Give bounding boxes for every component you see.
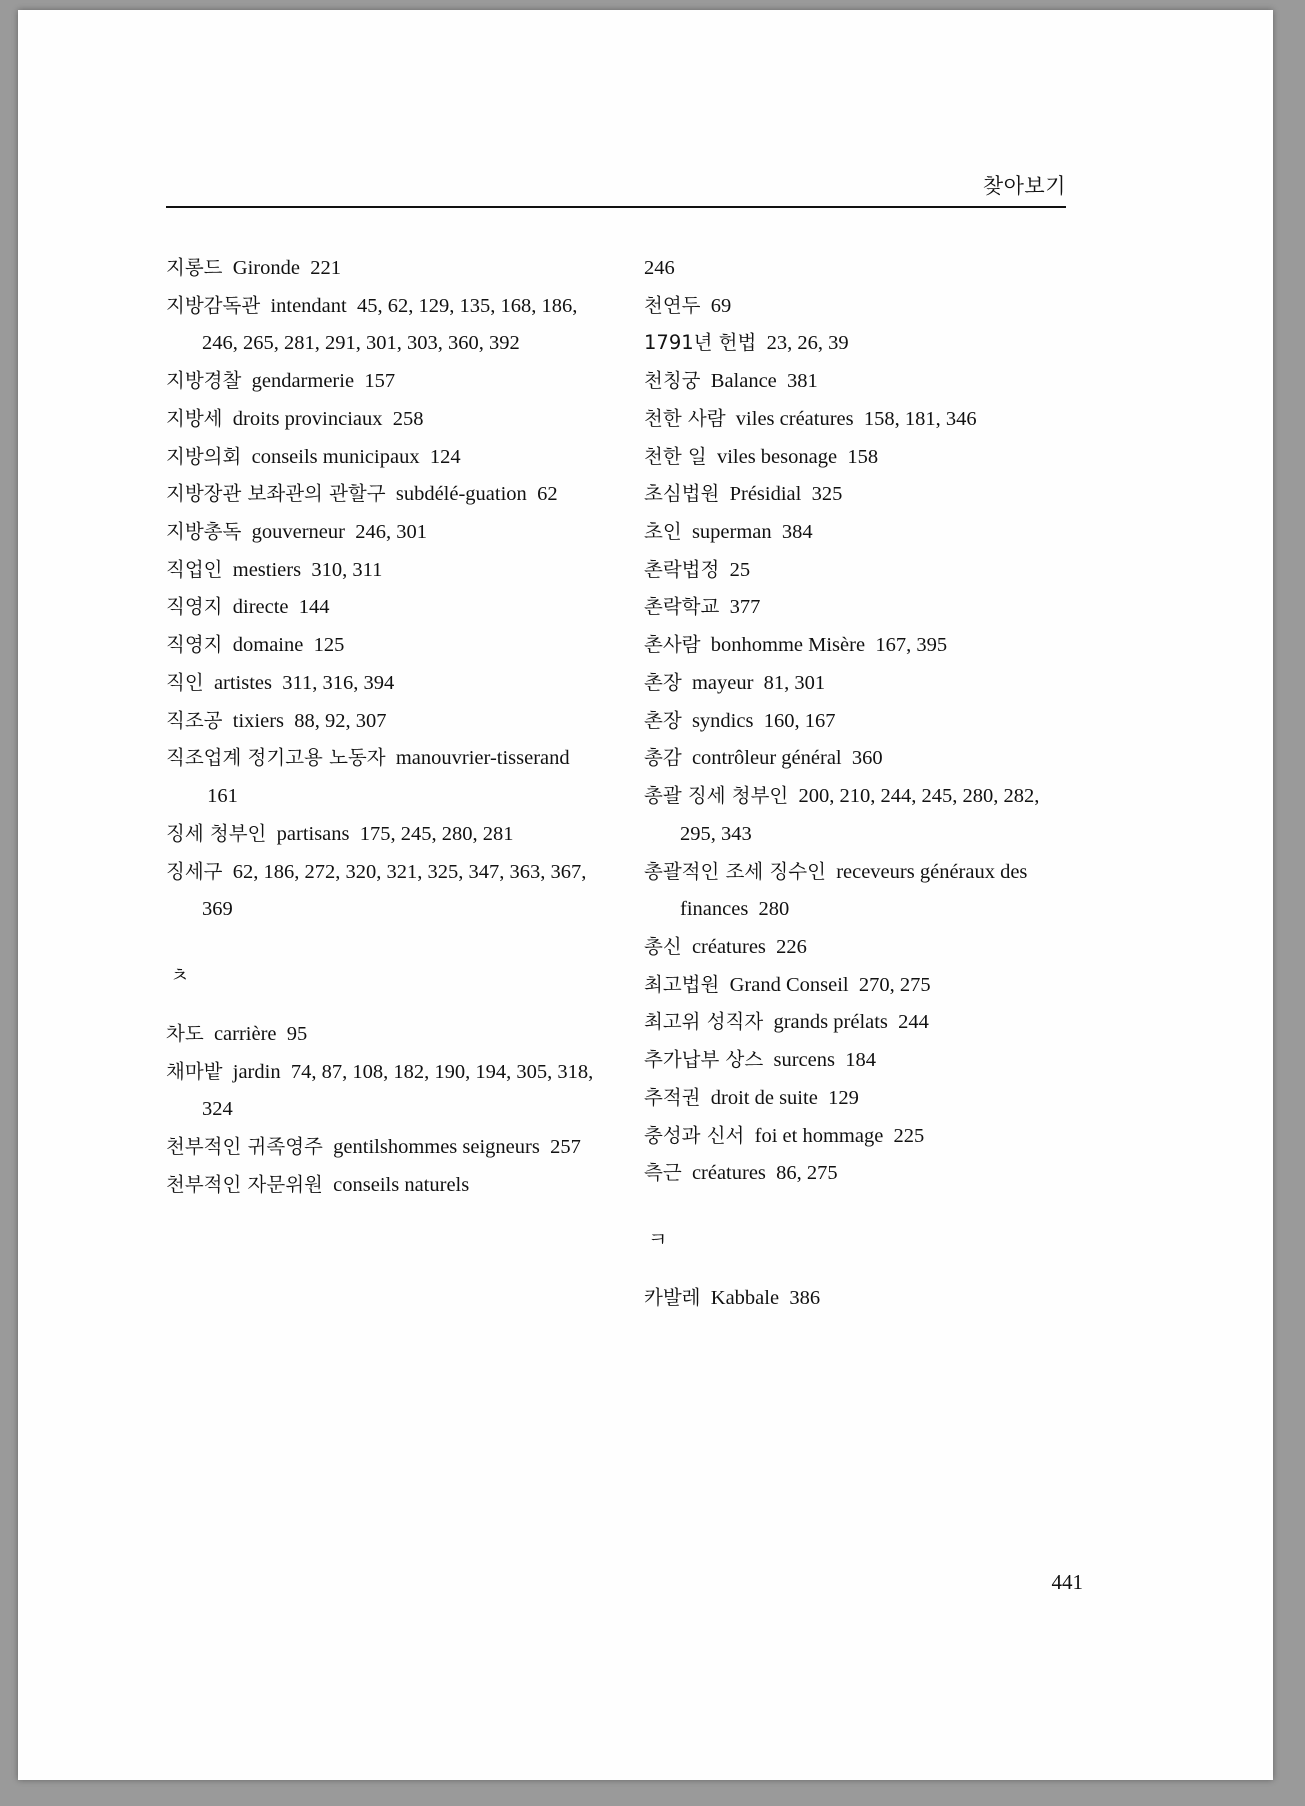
entry-term-fr: viles créatures <box>735 407 854 430</box>
index-entry <box>644 778 1076 853</box>
entry-term-fr: gouverneur <box>251 521 345 544</box>
entry-list-right <box>644 250 1076 1193</box>
entry-page-numbers: 311, 316, 394 <box>282 671 395 694</box>
entry-term-ko: 충성과 신서 <box>644 1123 745 1147</box>
entry-page-numbers: 125 <box>313 634 345 657</box>
entry-term-fr: foi et hommage <box>754 1124 884 1147</box>
entry-term-ko: 천한 일 <box>644 444 707 468</box>
entry-page-numbers: 246, 301 <box>355 521 427 544</box>
index-entry <box>644 325 1076 363</box>
entry-term-fr: partisans <box>276 822 350 845</box>
entry-term-ko: 천부적인 자문위원 <box>166 1172 323 1196</box>
entry-page-numbers: 221 <box>310 257 341 279</box>
index-entry <box>644 740 1076 778</box>
index-entry <box>644 514 1076 552</box>
index-entry <box>644 589 1076 627</box>
entry-term-ko: 차도 <box>166 1021 204 1045</box>
entry-term-fr: conseils municipaux <box>251 445 420 468</box>
header-rule <box>166 206 1066 208</box>
entry-term-ko: 촌장 <box>644 670 682 694</box>
entry-page-numbers: 184 <box>845 1049 876 1072</box>
index-entry <box>166 476 598 514</box>
entry-page-numbers: 129 <box>828 1086 859 1109</box>
entry-term-fr: droit de suite <box>710 1086 818 1109</box>
entry-page-numbers: 124 <box>429 445 461 468</box>
entry-term-fr: receveurs généraux des finances <box>680 860 1028 921</box>
entry-term-ko: 총괄 징세 청부인 <box>644 784 789 808</box>
entry-term-ko: 초인 <box>644 520 682 544</box>
entry-page-numbers: 386 <box>789 1286 821 1309</box>
entry-term-ko: 촌사람 <box>644 633 701 657</box>
entry-term-ko: 직영지 <box>166 633 223 657</box>
entry-page-numbers: 325 <box>811 483 843 506</box>
entry-list-left <box>166 250 598 929</box>
index-entry <box>644 288 1076 326</box>
entry-page-numbers: 200, 210, 244, 245, 280, 282, 295, 343 <box>680 785 1040 845</box>
index-entry <box>644 250 1076 288</box>
entry-page-numbers: 377 <box>729 596 761 619</box>
entry-term-fr: créatures <box>691 935 766 958</box>
entry-term-fr: syndics <box>691 709 754 732</box>
index-entry <box>644 363 1076 401</box>
entry-page-numbers: 160, 167 <box>763 709 836 732</box>
index-entry <box>166 439 598 477</box>
entry-term-ko: 지방세 <box>166 406 223 430</box>
index-entry <box>166 665 598 703</box>
index-entry <box>166 703 598 741</box>
entry-page-numbers: 25 <box>729 558 751 581</box>
entry-term-fr: mestiers <box>232 558 302 581</box>
entry-term-ko: 천칭궁 <box>644 369 701 393</box>
entry-term-fr: droits provinciaux <box>232 407 383 430</box>
entry-term-ko: 징세구 <box>166 859 223 883</box>
entry-page-numbers: 167, 395 <box>875 634 948 657</box>
index-entry <box>166 401 598 439</box>
index-entry <box>166 250 598 288</box>
entry-page-numbers: 161 <box>207 785 238 808</box>
entry-term-fr: jardin <box>232 1060 281 1083</box>
entry-page-numbers: 310, 311 <box>311 558 383 581</box>
entry-page-numbers: 226 <box>776 935 807 958</box>
index-entry <box>644 854 1076 929</box>
entry-term-fr: Balance <box>710 370 777 393</box>
entry-page-numbers: 257 <box>550 1136 581 1159</box>
index-entry <box>166 514 598 552</box>
entry-term-fr: intendant <box>270 294 347 317</box>
entry-term-fr: contrôleur général <box>691 747 842 770</box>
entry-term-fr: Kabbale <box>710 1286 780 1309</box>
entry-term-ko: 1791년 헌법 <box>644 331 757 355</box>
index-entry <box>166 816 598 854</box>
entry-term-ko: 채마밭 <box>166 1059 223 1083</box>
entry-term-ko: 초심법원 <box>644 482 720 506</box>
entry-page-numbers: 158, 181, 346 <box>863 407 977 430</box>
index-entry <box>644 929 1076 967</box>
index-entry <box>644 552 1076 590</box>
entry-term-ko: 천한 사람 <box>644 406 726 430</box>
index-entry <box>166 589 598 627</box>
index-entry <box>166 740 598 815</box>
entry-term-ko: 직업인 <box>166 557 223 581</box>
entry-term-ko: 직조공 <box>166 708 223 732</box>
entry-term-fr: superman <box>691 521 772 544</box>
entry-page-numbers: 225 <box>893 1124 925 1147</box>
index-entry <box>644 1155 1076 1193</box>
index-entry <box>644 665 1076 703</box>
entry-term-ko: 직영지 <box>166 595 223 619</box>
index-entry <box>644 1280 1076 1318</box>
entry-page-numbers: 157 <box>364 370 396 393</box>
index-entry <box>166 552 598 590</box>
entry-term-ko: 최고법원 <box>644 972 720 996</box>
entry-term-fr: artistes <box>213 671 273 694</box>
entry-term-fr: grands prélats <box>773 1011 888 1034</box>
entry-page-numbers: 88, 92, 307 <box>294 709 387 732</box>
entry-term-ko: 촌장 <box>644 708 682 732</box>
entry-term-fr: carrière <box>213 1022 277 1045</box>
entry-page-numbers: 384 <box>781 521 813 544</box>
entry-term-ko: 징세 청부인 <box>166 821 267 845</box>
entry-term-ko: 최고위 성직자 <box>644 1010 764 1034</box>
entry-term-ko: 지방의회 <box>166 444 242 468</box>
entry-term-ko: 천연두 <box>644 293 701 317</box>
entry-page-numbers: 381 <box>787 370 818 393</box>
entry-term-ko: 총괄적인 조세 징수인 <box>644 859 826 883</box>
entry-term-fr: conseils naturels <box>333 1173 470 1196</box>
entry-term-ko: 추적권 <box>644 1085 701 1109</box>
entry-page-numbers: 360 <box>851 747 883 770</box>
entry-page-numbers: 244 <box>898 1011 929 1034</box>
entry-page-numbers: 23, 26, 39 <box>766 332 849 355</box>
index-entry <box>166 627 598 665</box>
entry-term-ko: 총감 <box>644 746 682 770</box>
entry-page-numbers: 81, 301 <box>763 671 826 694</box>
entry-term-ko: 카발레 <box>644 1285 701 1309</box>
page-sheet <box>18 10 1273 1780</box>
entry-page-numbers: 69 <box>710 294 732 317</box>
entry-page-numbers: 175, 245, 280, 281 <box>359 822 514 845</box>
entry-term-fr: manouvrier-tisserand <box>395 747 570 770</box>
entry-term-ko: 측근 <box>644 1161 682 1185</box>
entry-term-fr: créatures <box>691 1162 766 1185</box>
entry-term-fr: Gironde <box>232 257 300 279</box>
entry-term-ko: 지방장관 보좌관의 관할구 <box>166 482 386 506</box>
entry-term-fr: gentilshommes seigneurs <box>333 1136 540 1159</box>
index-entry <box>644 627 1076 665</box>
entry-term-ko: 천부적인 귀족영주 <box>166 1135 323 1159</box>
entry-term-fr: surcens <box>773 1049 835 1072</box>
index-entry <box>166 1054 598 1129</box>
entry-term-ko: 직인 <box>166 670 204 694</box>
index-entry <box>644 401 1076 439</box>
entry-term-fr: Présidial <box>729 483 802 506</box>
entry-term-fr: bonhomme Misère <box>710 634 866 657</box>
entry-term-ko: 총신 <box>644 934 682 958</box>
entry-term-fr: directe <box>232 596 289 619</box>
entry-term-fr: tixiers <box>232 709 285 732</box>
entry-page-numbers: 158 <box>847 445 879 468</box>
index-columns <box>166 250 1076 1318</box>
entry-list-right-after <box>644 1280 1076 1318</box>
entry-term-ko: 촌락법정 <box>644 557 720 581</box>
entry-term-fr: mayeur <box>691 671 754 694</box>
index-column-right <box>644 250 1076 1318</box>
entry-term-ko: 지롱드 <box>166 256 223 279</box>
entry-page-numbers: 86, 275 <box>776 1162 838 1185</box>
entry-term-ko: 지방경찰 <box>166 369 242 393</box>
index-entry <box>644 703 1076 741</box>
index-entry <box>644 1118 1076 1156</box>
entry-page-numbers: 45, 62, 129, 135, 168, 186, 246, 265, 281, 291, 301, 303, 360, 392 <box>202 294 578 355</box>
index-entry <box>644 1004 1076 1042</box>
page-content <box>18 10 1273 1780</box>
entry-page-numbers: 258 <box>392 407 424 430</box>
entry-page-numbers: 246 <box>644 257 675 279</box>
entry-page-numbers: 280 <box>758 898 790 921</box>
entry-page-numbers: 270, 275 <box>858 973 931 996</box>
index-entry <box>644 439 1076 477</box>
entry-term-fr: domaine <box>232 634 304 657</box>
entry-page-numbers: 62 <box>537 483 558 506</box>
index-column-left <box>166 250 598 1318</box>
index-entry <box>166 854 598 929</box>
index-entry <box>166 288 598 363</box>
entry-term-ko: 지방총독 <box>166 520 242 544</box>
entry-page-numbers: 95 <box>286 1022 308 1045</box>
index-entry <box>166 1167 598 1205</box>
index-entry <box>644 1042 1076 1080</box>
entry-term-fr: Grand Conseil <box>729 973 849 996</box>
index-entry <box>644 476 1076 514</box>
entry-page-numbers: 74, 87, 108, 182, 190, 194, 305, 318, 324 <box>202 1060 594 1121</box>
index-entry <box>644 1080 1076 1118</box>
index-entry <box>166 363 598 401</box>
entry-list-left-after <box>166 1016 598 1205</box>
entry-term-ko: 촌락학교 <box>644 595 720 619</box>
index-entry <box>644 967 1076 1005</box>
page-header: 찾아보기 <box>982 174 1066 198</box>
entry-term-ko: 추가납부 상스 <box>644 1048 764 1072</box>
entry-page-numbers: 62, 186, 272, 320, 321, 325, 347, 363, 367, 369 <box>202 860 587 921</box>
entry-page-numbers: 144 <box>298 596 330 619</box>
entry-term-ko: 지방감독관 <box>166 293 261 317</box>
page-number: 441 <box>1051 1570 1083 1594</box>
section-letter-left: ㅊ <box>170 962 190 987</box>
entry-term-fr: viles besonage <box>716 445 838 468</box>
entry-term-fr: subdélé-guation <box>395 483 527 506</box>
index-entry <box>166 1129 598 1167</box>
section-letter-right: ㅋ <box>648 1226 668 1251</box>
entry-term-fr: gendarmerie <box>251 370 355 393</box>
index-entry <box>166 1016 598 1054</box>
entry-term-ko: 직조업계 정기고용 노동자 <box>166 746 386 770</box>
